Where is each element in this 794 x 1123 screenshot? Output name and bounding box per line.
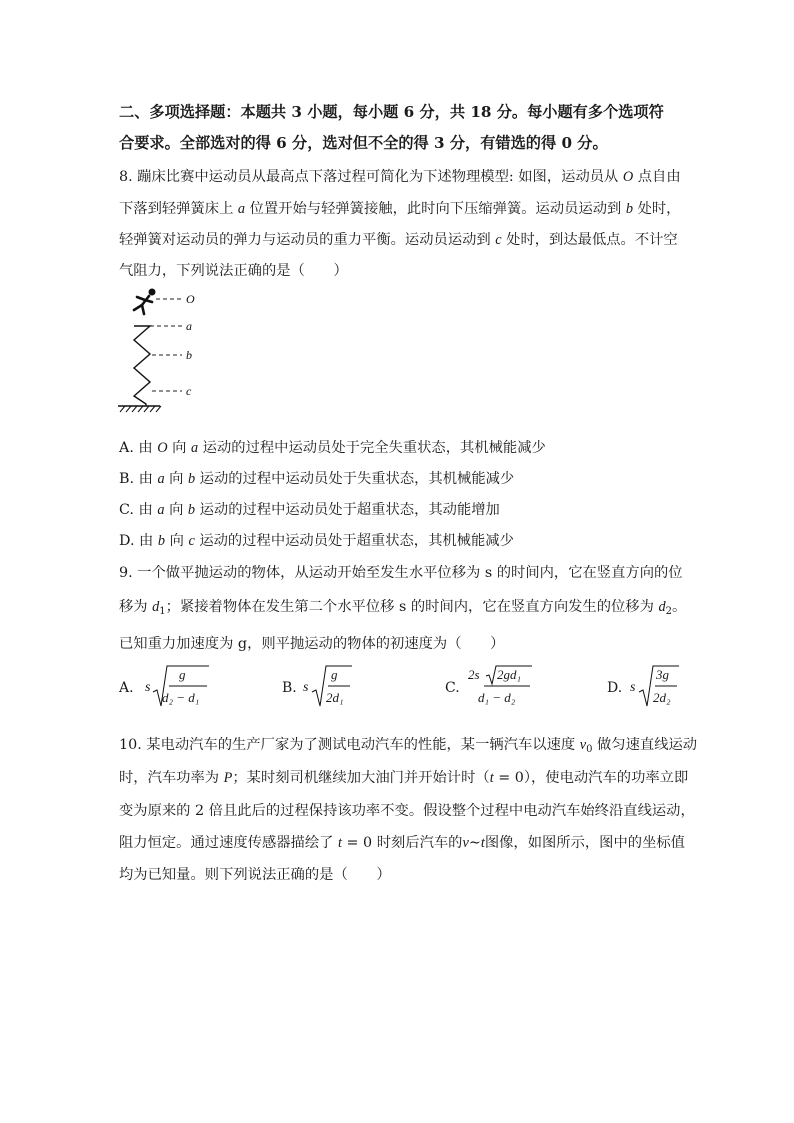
q9-option-a-den: d₂ − d₁ [162,690,200,705]
section-heading-line1: 二、多项选择题：本题共 3 小题，每小题 6 分，共 18 分。每小题有多个选项符 [119,103,664,121]
jumper-icon [134,289,156,315]
spring [134,326,150,406]
q9-option-c-den: d₁ − d₂ [478,690,516,705]
q9-option-a-label: A. [119,680,134,696]
q10-stem-line1: 10. 某电动汽车的生产厂家为了测试电动汽车的性能，某一辆汽车以速度 $v_0$ 做匀速直线运动 [119,737,698,755]
q9-option-d-num: 3g [656,667,669,682]
q8-option-a[interactable]: A. 由 O 向 a 运动的过程中运动员处于完全失重状态，其机械能减少 [119,440,546,456]
label-o: O [186,292,195,306]
q10-stem-line2: 时，汽车功率为 P；某时刻司机继续加大油门并开始计时（t = 0），使电动汽车的功率立即 [119,770,689,786]
q9-stem-line1: 9. 一个做平抛运动的物体，从运动开始至发生水平位移为 s 的时间内，它在竖直方向的位 [119,565,683,581]
q9-option-b-num: g [331,667,338,682]
q9-stem-line3: 已知重力加速度为 g，则平抛运动的物体的初速度为（ ） [119,636,505,652]
label-b: b [186,348,192,362]
q9-option-b-pre: s [303,680,309,695]
q9-option-b-den: 2d₁ [326,690,344,705]
q8-option-c[interactable]: C. 由 a 向 b 运动的过程中运动员处于超重状态，其动能增加 [119,502,500,518]
trampoline-figure [116,284,216,424]
q8-stem-line1: 8. 蹦床比赛中运动员从最高点下落过程可简化为下述物理模型: 如图，运动员从 O 点自由 [119,169,681,185]
q9-option-c-num-pre: 2s [468,667,480,682]
label-c: c [186,384,192,398]
q9-option-a-pre: s [145,680,151,695]
ground [118,406,161,412]
q9-option-d-label: D. [607,680,623,696]
q8-option-d[interactable]: D. 由 b 向 c 运动的过程中运动员处于超重状态，其机械能减少 [119,533,514,549]
q9-stem-line2: 移为 $d_1$；紧接着物体在发生第二个水平位移 s 的时间内，它在竖直方向发生的位移为 $d_2$。 [119,599,687,617]
q8-stem-line3: 轻弹簧对运动员的弹力与运动员的重力平衡。运动员运动到 c 处时，到达最低点。不计空 [119,232,678,248]
q9-option-b-label: B. [282,680,297,696]
q10-stem-line4: 阻力恒定。通过速度传感器描绘了 t = 0 时刻后汽车的v∼t图像，如图所示，图中的坐标值 [119,835,685,851]
q9-option-a-num: g [179,667,186,682]
q9-option-d-den: 2d₂ [653,690,671,705]
q8-option-b[interactable]: B. 由 a 向 b 运动的过程中运动员处于失重状态，其机械能减少 [119,471,515,487]
q8-stem-line4: 气阻力，下列说法正确的是（ ） [119,263,348,279]
q9-option-c-label: C. [445,680,460,696]
q10-stem-line3: 变为原来的 2 倍且此后的过程保持该功率不变。假设整个过程中电动汽车始终沿直线运动， [119,803,695,819]
q8-stem-line2: 下落到轻弹簧床上 a 位置开始与轻弹簧接触，此时向下压缩弹簧。运动员运动到 b 处时， [119,201,681,217]
label-a: a [186,319,192,333]
q9-option-c-num-rad: 2gd₁ [497,667,522,682]
q10-stem-line5: 均为已知量。则下列说法正确的是（ ） [119,867,391,883]
section-heading-line2: 合要求。全部选对的得 6 分，选对但不全的得 3 分，有错选的得 0 分。 [119,134,608,152]
q9-option-d-pre: s [630,680,636,695]
